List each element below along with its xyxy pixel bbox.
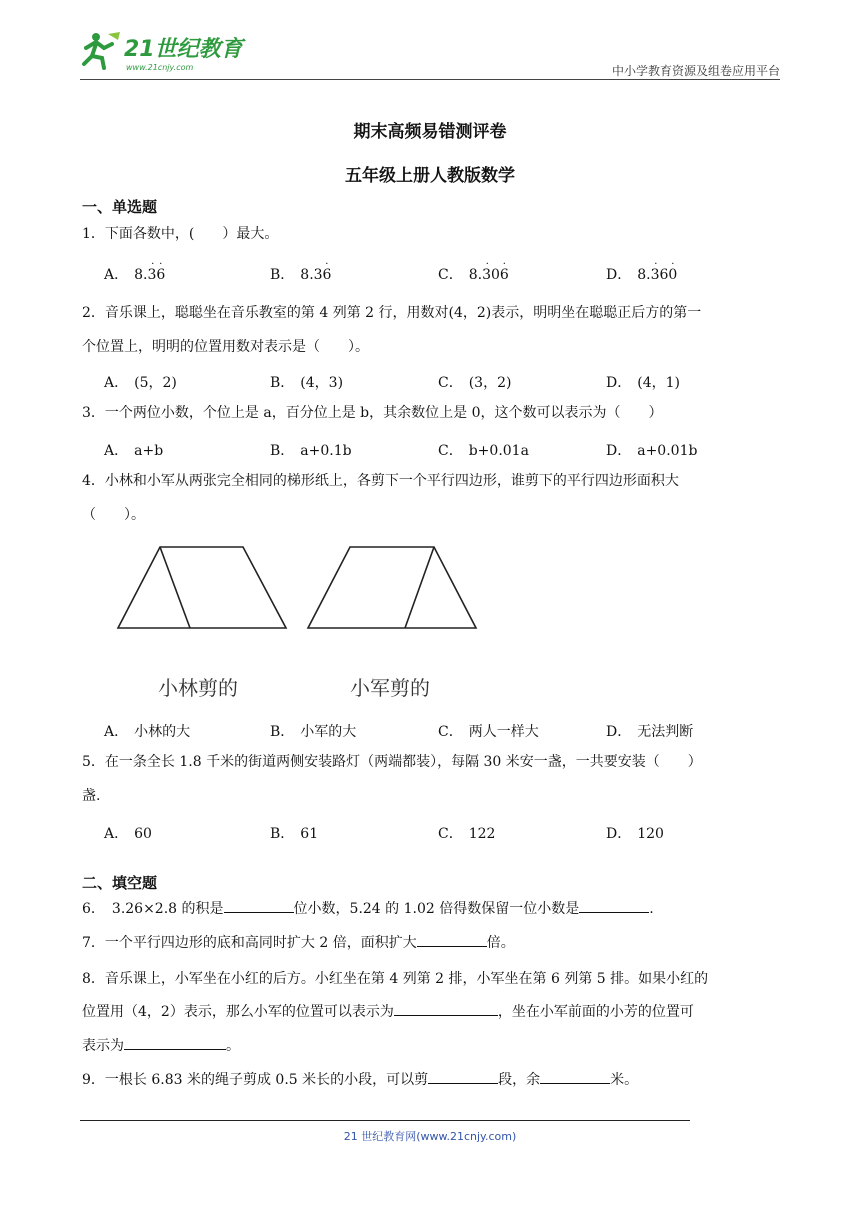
- question-5-line2: 盏.: [82, 788, 101, 804]
- section-fill-blank: 二、填空题: [82, 874, 158, 892]
- option-d: D． 8.360 · ·: [606, 259, 678, 283]
- question-3: 3．一个两位小数，个位上是 a，百分位上是 b，其余数位上是 0，这个数可以表示为（ ）: [82, 405, 663, 421]
- question-4-options: [104, 721, 764, 745]
- option-b: B． 小军的大: [270, 724, 357, 740]
- question-8-line2: 位置用（4，2）表示，那么小军的位置可以表示为 ，坐在小军前面的小芳的位置可: [82, 996, 772, 1028]
- caption-xiaojun: 小军剪的: [350, 676, 430, 700]
- repeating-dot: ·: [654, 259, 658, 270]
- question-1: 1．下面各数中，( ）最大。: [82, 226, 279, 242]
- option-c: C． 两人一样大: [438, 724, 539, 740]
- question-4-line1: 4．小林和小军从两张完全相同的梯形纸上，各剪下一个平行四边形，谁剪下的平行四边形面积大: [82, 473, 679, 489]
- repeating-dot: ·: [502, 259, 506, 270]
- logo-text: 21世纪教育: [124, 37, 243, 62]
- repeating-dot: ·: [325, 259, 329, 270]
- answer-blank[interactable]: [579, 898, 649, 913]
- option-d: D． 无法判断: [606, 724, 694, 740]
- option-a: A． (5，2): [104, 375, 177, 391]
- question-9: 9．一根长 6.83 米的绳子剪成 0.5 米长的小段，可以剪 段，余 米。: [82, 1064, 772, 1096]
- option-b: B． 8.36 ·: [270, 259, 332, 283]
- footer-divider: [80, 1120, 690, 1121]
- question-1-options: [104, 259, 764, 288]
- header-divider: [80, 79, 780, 80]
- main-title: 期末高频易错测评卷: [353, 122, 507, 142]
- question-5-line1: 5．在一条全长 1.8 千米的街道两侧安装路灯（两端都装），每隔 30 米安一盏，一共要安装（ ）: [82, 754, 702, 770]
- question-2-line1: 2．音乐课上，聪聪坐在音乐教室的第 4 列第 2 行，用数对(4，2)表示，明明坐在聪聪正后方的第一: [82, 305, 702, 321]
- caption-xiaolin: 小林剪的: [158, 676, 238, 700]
- answer-blank[interactable]: [417, 932, 487, 947]
- page-header: [80, 26, 780, 78]
- repeating-dot: ·: [671, 259, 675, 270]
- question-3-options: [104, 440, 764, 464]
- answer-blank[interactable]: [224, 898, 294, 913]
- trapezoid-xiaolin: [118, 547, 286, 628]
- answer-blank[interactable]: [394, 1001, 498, 1016]
- question-8-line1: 8．音乐课上，小军坐在小红的后方。小红坐在第 4 列第 2 排，小军坐在第 6 列第 5 排。如果小红的: [82, 971, 709, 987]
- option-c: C． 122: [438, 826, 496, 842]
- question-7: 7．一个平行四边形的底和高同时扩大 2 倍，面积扩大 倍。: [82, 927, 772, 959]
- question-8-line3: 表示为 。: [82, 1030, 772, 1062]
- option-c: C． 8.306 · ·: [438, 259, 509, 283]
- option-b: B． (4，3): [270, 375, 344, 391]
- repeating-dot: ·: [485, 259, 489, 270]
- platform-name: 中小学教育资源及组卷应用平台: [611, 64, 780, 78]
- option-d: D． 120: [606, 826, 664, 842]
- section-single-choice: 一、单选题: [82, 198, 158, 216]
- question-2-line2: 个位置上，明明的位置用数对表示是（ ）。: [82, 339, 369, 355]
- option-d: D． (4，1): [606, 375, 680, 391]
- option-d: D． a+0.01b: [606, 443, 698, 459]
- question-4-line2: （ ）。: [82, 507, 145, 523]
- answer-blank[interactable]: [428, 1069, 498, 1084]
- logo: [80, 28, 255, 74]
- option-c: C． b+0.01a: [438, 443, 529, 459]
- trapezoid-xiaojun: [308, 547, 476, 628]
- repeating-dot: ·: [159, 259, 163, 270]
- option-a: A． 60: [104, 826, 152, 842]
- option-b: B． a+0.1b: [270, 443, 352, 459]
- option-b: B． 61: [270, 826, 319, 842]
- question-5-options: [104, 823, 764, 847]
- runner-icon: [84, 32, 120, 68]
- answer-blank[interactable]: [124, 1035, 226, 1050]
- logo-url: www.21cnjy.com: [126, 63, 194, 72]
- option-a: A． 小林的大: [104, 724, 191, 740]
- question-6: 6． 3.26×2.8 的积是 位小数，5.24 的 1.02 倍得数保留一位小数是 .: [82, 893, 772, 925]
- option-a: A． 8.36 · ·: [104, 259, 166, 283]
- answer-blank[interactable]: [540, 1069, 610, 1084]
- repeating-dot: ·: [151, 259, 155, 270]
- footer-link[interactable]: 21 世纪教育网(www.21cnjy.com): [343, 1130, 517, 1143]
- option-a: A． a+b: [104, 443, 164, 459]
- sub-title: 五年级上册人教版数学: [345, 166, 515, 186]
- option-c: C． (3，2): [438, 375, 512, 391]
- question-2-options: [104, 372, 764, 396]
